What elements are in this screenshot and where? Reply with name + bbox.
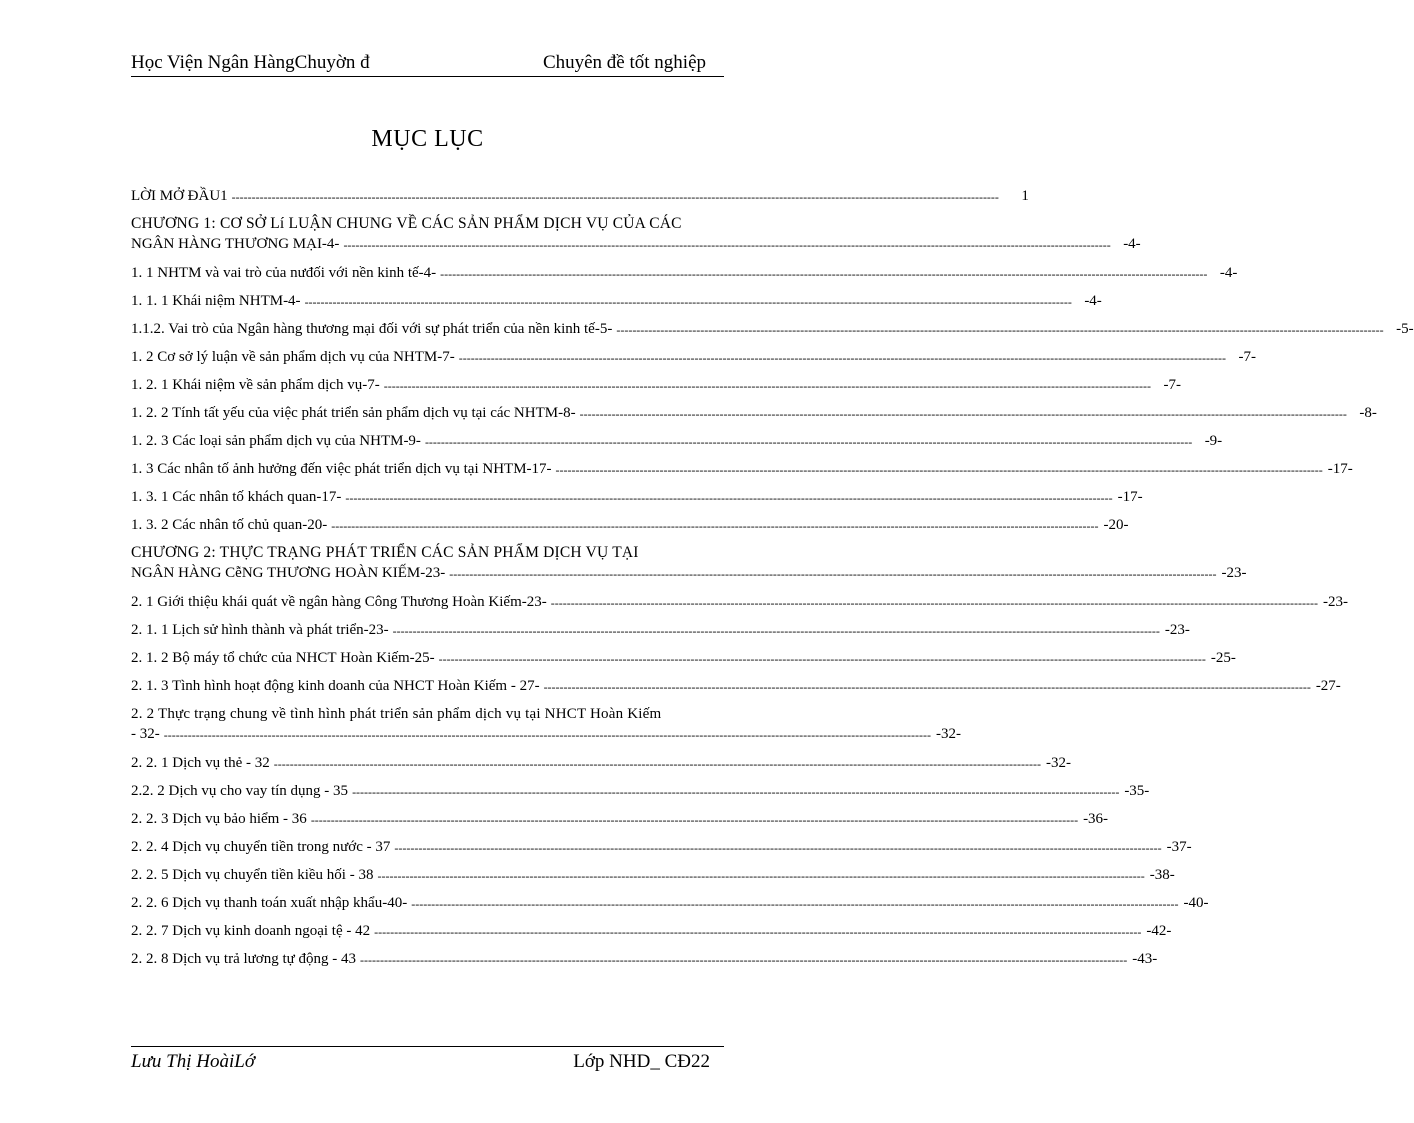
toc-chapter-1-heading[interactable]: CHƯƠNG 1: CƠ SỞ Lí LUẬN CHUNG VỀ CÁC SẢN PHẨM DỊCH VỤ CỦA CÁC xyxy=(131,215,682,232)
toc-leader: ------------------------------------------------------------------------------------------------------------------------------------------------------------------------------------------------ xyxy=(458,351,1226,365)
toc-entry-text: 1. 3 Các nhân tố ảnh hưởng đến việc phát triển dịch vụ tại NHTM-17- xyxy=(131,461,552,477)
toc-entry-text: 2. 2. 1 Dịch vụ thẻ - 32 xyxy=(131,755,270,771)
toc-leader: ------------------------------------------------------------------------------------------------------------------------------------------------------------------------------------------------ xyxy=(438,652,1206,666)
toc-entry-2-2-2[interactable] xyxy=(131,779,1150,801)
toc-page-number: -20- xyxy=(1103,517,1129,533)
toc-page-number: -7- xyxy=(1163,377,1181,393)
toc-leader: ------------------------------------------------------------------------------------------------------------------------------------------------------------------------------------------------ xyxy=(377,869,1145,883)
toc-entry-text: 2. 2. 3 Dịch vụ bảo hiểm - 36 xyxy=(131,811,307,827)
toc-entry-2-2-7[interactable] xyxy=(131,919,1172,941)
toc-leader: ------------------------------------------------------------------------------------------------------------------------------------------------------------------------------------------------ xyxy=(383,379,1151,393)
toc-entry-text: 1. 3. 2 Các nhân tố chủ quan-20- xyxy=(131,517,328,533)
toc-entry-1-3[interactable] xyxy=(131,457,1353,479)
toc-entry-2-1-3[interactable] xyxy=(131,674,1341,696)
footer-author: Lưu Thị HoàiLớ xyxy=(131,1051,255,1072)
toc-leader: ------------------------------------------------------------------------------------------------------------------------------------------------------------------------------------------------ xyxy=(352,785,1120,799)
toc-entry-text: 1. 3. 1 Các nhân tố khách quan-17- xyxy=(131,489,342,505)
toc-page-number: -8- xyxy=(1359,405,1377,421)
toc-page-number: -23- xyxy=(1164,622,1190,638)
toc-page-number: -25- xyxy=(1210,650,1236,666)
toc-entry-2-1-1[interactable] xyxy=(131,618,1190,640)
toc-page-number: -35- xyxy=(1124,783,1150,799)
toc-page-number: 1 xyxy=(1021,188,1029,204)
toc-page-number: -23- xyxy=(1221,565,1247,581)
toc-entry-text: 1. 1 NHTM và vai trò của nưđối với nền kinh tế-4- xyxy=(131,265,437,281)
toc-leader: ------------------------------------------------------------------------------------------------------------------------------------------------------------------------------------------------ xyxy=(411,897,1179,911)
toc-leader: ------------------------------------------------------------------------------------------------------------------------------------------------------------------------------------------------ xyxy=(231,190,999,204)
toc-entry-text: 1. 2. 1 Khái niệm về sản phẩm dịch vụ-7- xyxy=(131,377,380,393)
toc-leader: ------------------------------------------------------------------------------------------------------------------------------------------------------------------------------------------------ xyxy=(163,728,931,742)
toc-entry-1-3-1[interactable] xyxy=(131,485,1143,507)
toc-entry-text: 2. 2. 6 Dịch vụ thanh toán xuất nhập khẩu-40- xyxy=(131,895,408,911)
toc-leader: ------------------------------------------------------------------------------------------------------------------------------------------------------------------------------------------------ xyxy=(555,463,1323,477)
toc-entry-text: 2. 1. 1 Lịch sử hình thành và phát triển-23- xyxy=(131,622,389,638)
toc-entry-text: NGÂN HÀNG CễNG THƯƠNG HOÀN KIẾM-23- xyxy=(131,565,446,581)
toc-leader: ------------------------------------------------------------------------------------------------------------------------------------------------------------------------------------------------ xyxy=(310,813,1079,827)
toc-chapter-2-heading[interactable]: CHƯƠNG 2: THỰC TRẠNG PHÁT TRIỂN CÁC SẢN PHẨM DỊCH VỤ TẠI xyxy=(131,544,639,561)
toc-entry-text: 1.1.2. Vai trò của Ngân hàng thương mại đối với sự phát triển của nền kinh tế-5- xyxy=(131,321,613,337)
header-document-type: Chuyên đề tốt nghiệp xyxy=(542,52,706,73)
toc-leader: ------------------------------------------------------------------------------------------------------------------------------------------------------------------------------------------------ xyxy=(304,295,1072,309)
toc-entry-2-2-1[interactable] xyxy=(131,751,1071,773)
toc-entry-1-1-1[interactable] xyxy=(131,289,1102,311)
toc-entry-1-2-1[interactable] xyxy=(131,373,1181,395)
toc-leader: ------------------------------------------------------------------------------------------------------------------------------------------------------------------------------------------------ xyxy=(579,407,1347,421)
toc-leader: ------------------------------------------------------------------------------------------------------------------------------------------------------------------------------------------------ xyxy=(440,267,1208,281)
toc-page-number: -5- xyxy=(1396,321,1414,337)
toc-entry-loi-mo-dau[interactable] xyxy=(131,184,1029,206)
toc-entry-text: 1. 1. 1 Khái niệm NHTM-4- xyxy=(131,293,301,309)
toc-entry-2-2-continuation[interactable] xyxy=(131,722,961,744)
toc-entry-1-2-3[interactable] xyxy=(131,429,1223,451)
toc-page-number: -9- xyxy=(1204,433,1223,449)
toc-entry-text: 2. 2. 4 Dịch vụ chuyển tiền trong nước - 37 xyxy=(131,839,391,855)
toc-entry-text: 2. 2. 8 Dịch vụ trả lương tự động - 43 xyxy=(131,951,356,967)
toc-page-number: -27- xyxy=(1315,678,1341,694)
toc-entry-2-2-6[interactable] xyxy=(131,891,1209,913)
toc-entry-2-2-4[interactable] xyxy=(131,835,1192,857)
toc-entry-1-3-2[interactable] xyxy=(131,513,1129,535)
toc-page-number: -42- xyxy=(1146,923,1172,939)
toc-chapter-2-continuation[interactable] xyxy=(131,561,1247,583)
page-footer xyxy=(131,1046,724,1077)
toc-chapter-1-continuation[interactable] xyxy=(131,232,1141,254)
toc-leader: ------------------------------------------------------------------------------------------------------------------------------------------------------------------------------------------------ xyxy=(550,596,1318,610)
toc-entry-text: 1. 2. 3 Các loại sản phẩm dịch vụ của NHTM-9- xyxy=(131,433,421,449)
toc-page-number: -17- xyxy=(1327,461,1353,477)
toc-entry-1-2-2[interactable] xyxy=(131,401,1377,423)
toc-page-number: -32- xyxy=(1045,755,1071,771)
header-institution: Học Viện Ngân HàngChuyờn đ xyxy=(131,52,370,73)
toc-page-number: -23- xyxy=(1322,594,1348,610)
toc-leader: ------------------------------------------------------------------------------------------------------------------------------------------------------------------------------------------------ xyxy=(331,519,1099,533)
toc-leader: ------------------------------------------------------------------------------------------------------------------------------------------------------------------------------------------------ xyxy=(374,925,1142,939)
toc-entry-text: 2. 2. 5 Dịch vụ chuyển tiền kiều hối - 38 xyxy=(131,867,374,883)
toc-leader: ------------------------------------------------------------------------------------------------------------------------------------------------------------------------------------------------ xyxy=(345,491,1113,505)
toc-entry-1-2[interactable] xyxy=(131,345,1256,367)
toc-page-number: -4- xyxy=(1084,293,1102,309)
toc-leader: ------------------------------------------------------------------------------------------------------------------------------------------------------------------------------------------------ xyxy=(543,680,1311,694)
toc-entry-2-1[interactable] xyxy=(131,590,1348,612)
toc-leader: ------------------------------------------------------------------------------------------------------------------------------------------------------------------------------------------------ xyxy=(394,841,1162,855)
toc-entry-2-2-5[interactable] xyxy=(131,863,1175,885)
toc-entry-text: 1. 2 Cơ sở lý luận về sản phẩm dịch vụ của NHTM-7- xyxy=(131,349,455,365)
toc-leader: ------------------------------------------------------------------------------------------------------------------------------------------------------------------------------------------------ xyxy=(424,435,1193,449)
footer-class: Lớp NHD_ CĐ22 xyxy=(573,1051,710,1072)
page-header xyxy=(131,50,724,77)
toc-page-number: -36- xyxy=(1083,811,1109,827)
toc-entry-text: LỜI MỞ ĐẦU1 xyxy=(131,188,228,204)
toc-page-number: -32- xyxy=(936,726,961,742)
toc-page-number: -4- xyxy=(1219,265,1238,281)
toc-entry-2-1-2[interactable] xyxy=(131,646,1236,668)
toc-page-number: -17- xyxy=(1117,489,1143,505)
toc-page-number: -38- xyxy=(1149,867,1175,883)
toc-entry-text: 1. 2. 2 Tính tất yếu của việc phát triển sản phẩm dịch vụ tại các NHTM-8- xyxy=(131,405,576,421)
toc-page-number: -7- xyxy=(1238,349,1256,365)
page-title: MỤC LỤC xyxy=(371,126,484,152)
toc-page-number: -4- xyxy=(1123,236,1141,252)
toc-leader: ------------------------------------------------------------------------------------------------------------------------------------------------------------------------------------------------ xyxy=(392,624,1160,638)
toc-leader: ------------------------------------------------------------------------------------------------------------------------------------------------------------------------------------------------ xyxy=(616,323,1384,337)
toc-page-number: -37- xyxy=(1166,839,1192,855)
toc-page-number: -43- xyxy=(1132,951,1158,967)
toc-entry-text: 2. 1. 2 Bộ máy tổ chức của NHCT Hoàn Kiếm-25- xyxy=(131,650,435,666)
toc-entry-text: 2. 2. 7 Dịch vụ kinh doanh ngoại tệ - 42 xyxy=(131,923,371,939)
toc-leader: ------------------------------------------------------------------------------------------------------------------------------------------------------------------------------------------------ xyxy=(273,757,1041,771)
toc-entry-text: 2. 1 Giới thiệu khái quát về ngân hàng Công Thương Hoàn Kiếm-23- xyxy=(131,594,547,610)
toc-entry-1-1[interactable] xyxy=(131,261,1238,283)
toc-entry-1-1-2[interactable] xyxy=(131,317,1414,339)
toc-entry-text: - 32- xyxy=(131,726,160,742)
toc-leader: ------------------------------------------------------------------------------------------------------------------------------------------------------------------------------------------------ xyxy=(449,567,1217,581)
toc-entry-2-2-8[interactable] xyxy=(131,947,1158,969)
toc-leader: ------------------------------------------------------------------------------------------------------------------------------------------------------------------------------------------------ xyxy=(360,953,1128,967)
toc-entry-2-2-3[interactable] xyxy=(131,807,1109,829)
toc-entry-2-2-heading[interactable]: 2. 2 Thực trạng chung về tình hình phát triển sản phẩm dịch vụ tại NHCT Hoàn Kiếm xyxy=(131,706,662,722)
toc-entry-text: NGÂN HÀNG THƯƠNG MẠI-4- xyxy=(131,236,340,252)
toc-entry-text: 2.2. 2 Dịch vụ cho vay tín dụng - 35 xyxy=(131,783,349,799)
toc-page-number: -40- xyxy=(1183,895,1209,911)
toc-entry-text: 2. 1. 3 Tình hình hoạt động kinh doanh của NHCT Hoàn Kiếm - 27- xyxy=(131,678,540,694)
toc-leader: ------------------------------------------------------------------------------------------------------------------------------------------------------------------------------------------------ xyxy=(343,238,1111,252)
